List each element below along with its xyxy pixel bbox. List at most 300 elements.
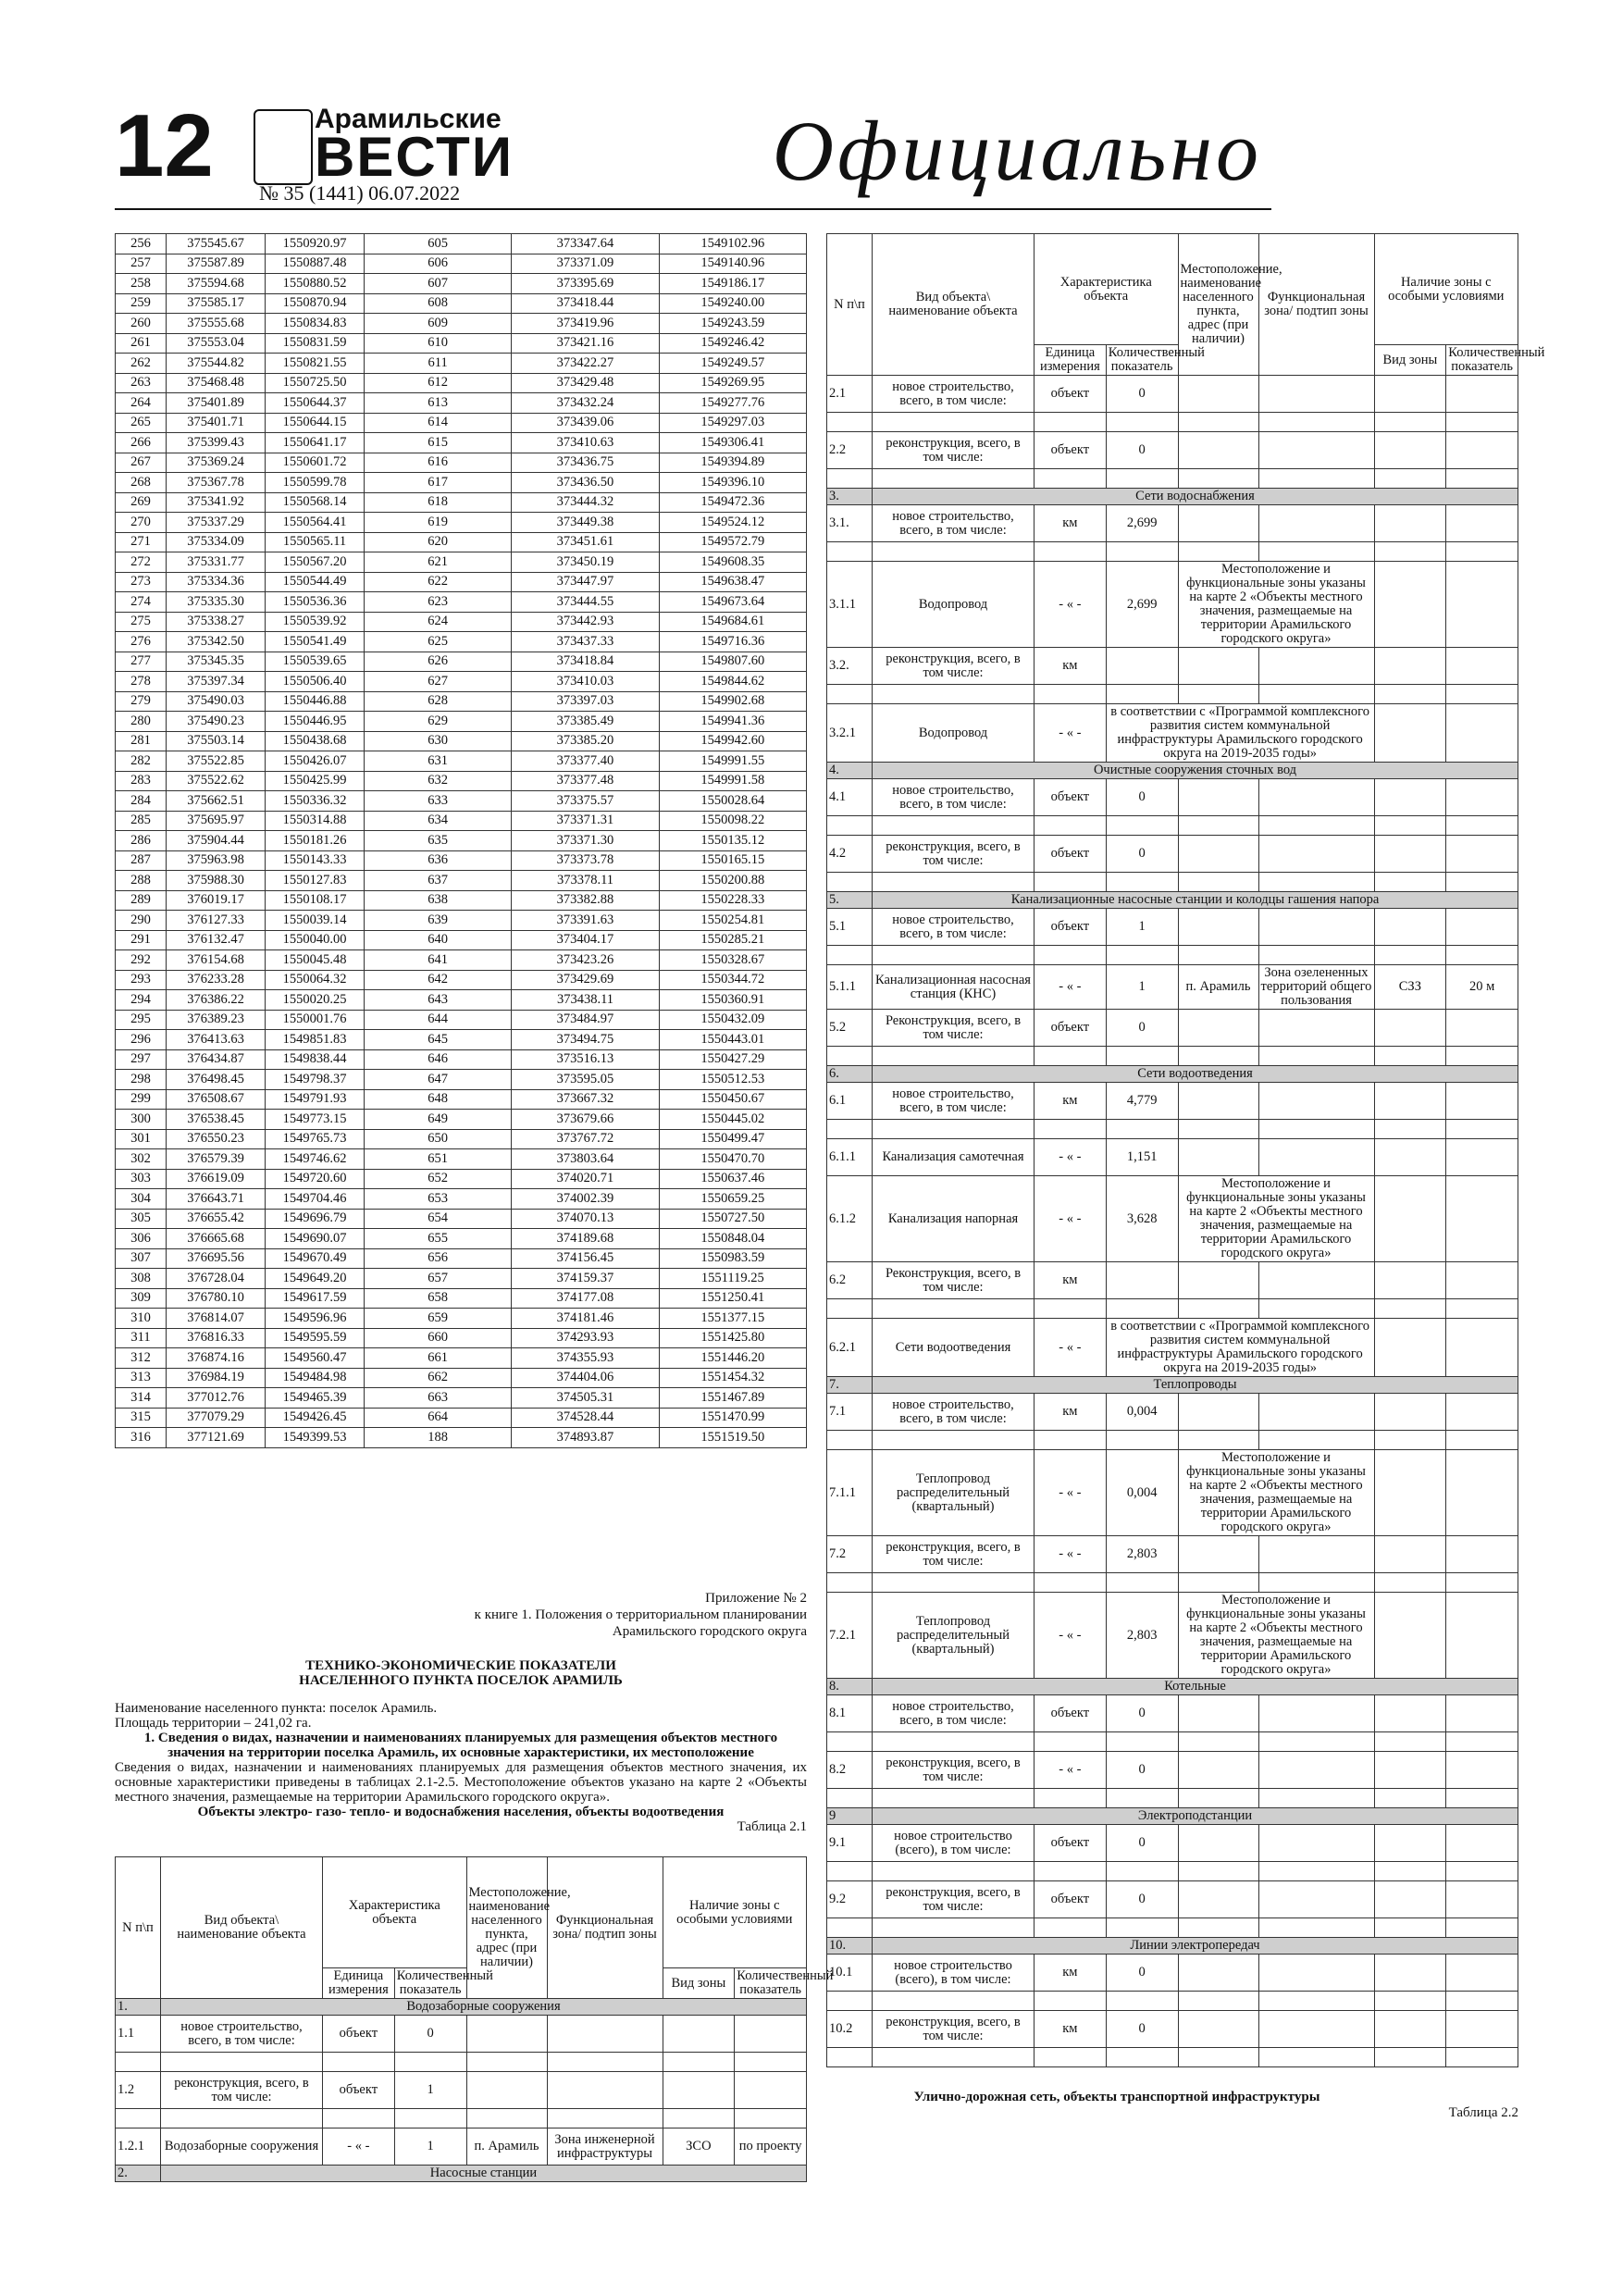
table-cell: 1549243.59 bbox=[659, 314, 806, 334]
table-cell bbox=[1446, 1732, 1518, 1752]
table-cell: 655 bbox=[365, 1229, 512, 1249]
table-cell: 1549240.00 bbox=[659, 293, 806, 314]
table-cell: 20 м bbox=[1446, 965, 1518, 1010]
tep-block bbox=[115, 1658, 807, 1834]
table-cell: 4.1 bbox=[827, 779, 873, 816]
table-cell bbox=[547, 2109, 663, 2128]
table-cell: 1549844.62 bbox=[659, 672, 806, 692]
table-cell: 2,803 bbox=[1106, 1593, 1178, 1679]
spacer-row bbox=[827, 1431, 1518, 1450]
table-cell: объект bbox=[323, 2016, 395, 2053]
table-cell: - « - bbox=[1035, 1176, 1107, 1262]
table-cell bbox=[1374, 1319, 1446, 1377]
table-cell bbox=[1106, 816, 1178, 836]
table-cell: 1549704.46 bbox=[266, 1189, 365, 1210]
table-cell: новое строительство, всего, в том числе: bbox=[873, 1083, 1035, 1120]
table-row bbox=[827, 1010, 1518, 1047]
table-cell: - « - bbox=[1035, 1450, 1107, 1536]
table-row bbox=[827, 432, 1518, 469]
table-row bbox=[116, 950, 807, 971]
table-cell bbox=[1258, 1573, 1374, 1593]
table-cell: 280 bbox=[116, 712, 167, 732]
table-cell bbox=[1178, 1732, 1258, 1752]
table-cell: 1549465.39 bbox=[266, 1388, 365, 1409]
table-cell: новое строительство, всего, в том числе: bbox=[161, 2016, 323, 2053]
table-cell: 629 bbox=[365, 712, 512, 732]
table-cell bbox=[1258, 946, 1374, 965]
table-row bbox=[827, 1752, 1518, 1789]
table-cell: 268 bbox=[116, 473, 167, 493]
table-cell bbox=[1258, 432, 1374, 469]
table-cell bbox=[1374, 1120, 1446, 1139]
table-cell: 7.2.1 bbox=[827, 1593, 873, 1679]
header-row bbox=[827, 234, 1518, 345]
table-cell: 658 bbox=[365, 1288, 512, 1309]
table-row bbox=[116, 532, 807, 552]
table-cell: 1549649.20 bbox=[266, 1269, 365, 1289]
table-cell: Функциональная зона/ подтип зоны bbox=[1258, 234, 1374, 376]
table-row bbox=[116, 1428, 807, 1448]
table-cell bbox=[1106, 873, 1178, 892]
table-cell: 1 bbox=[1106, 909, 1178, 946]
table-cell bbox=[873, 685, 1035, 704]
table-cell: 2,699 bbox=[1106, 562, 1178, 648]
table-cell: 1549991.58 bbox=[659, 771, 806, 791]
appendix-note bbox=[418, 1590, 807, 1640]
section-row bbox=[827, 1066, 1518, 1083]
table-cell: 373667.32 bbox=[512, 1089, 659, 1110]
table-cell: 311 bbox=[116, 1328, 167, 1348]
table-cell: 1549673.64 bbox=[659, 592, 806, 613]
table-row bbox=[827, 1262, 1518, 1299]
table-cell: 275 bbox=[116, 612, 167, 632]
table-cell bbox=[1178, 376, 1258, 413]
table-cell: 1551446.20 bbox=[659, 1348, 806, 1369]
table-cell: 375401.89 bbox=[167, 393, 266, 414]
table-cell: 286 bbox=[116, 831, 167, 851]
table-cell: 375545.67 bbox=[167, 234, 266, 254]
table-cell: 279 bbox=[116, 691, 167, 712]
table-cell: 282 bbox=[116, 751, 167, 772]
table-cell: 1550181.26 bbox=[266, 831, 365, 851]
tep-line-1: Наименование населенного пункта: поселок Арамиль. bbox=[115, 1701, 438, 1716]
table-cell: 373375.57 bbox=[512, 791, 659, 812]
table-cell: 1550108.17 bbox=[266, 890, 365, 911]
table-cell: 1549773.15 bbox=[266, 1110, 365, 1130]
table-cell: 1549396.10 bbox=[659, 473, 806, 493]
table-row bbox=[827, 779, 1518, 816]
table-cell: 1550314.88 bbox=[266, 811, 365, 831]
table-cell: 6.1.2 bbox=[827, 1176, 873, 1262]
table-cell: 641 bbox=[365, 950, 512, 971]
table-cell: 1550438.68 bbox=[266, 731, 365, 751]
table-row bbox=[116, 1189, 807, 1210]
table-cell: 1550920.97 bbox=[266, 234, 365, 254]
table-cell: Вид объекта\ наименование объекта bbox=[873, 234, 1035, 376]
table-cell bbox=[873, 2048, 1035, 2067]
table-cell: 376389.23 bbox=[167, 1010, 266, 1030]
table-cell: 613 bbox=[365, 393, 512, 414]
table-cell: 374893.87 bbox=[512, 1428, 659, 1448]
table-cell: 295 bbox=[116, 1010, 167, 1030]
table-cell: 650 bbox=[365, 1129, 512, 1149]
table-cell: 1549716.36 bbox=[659, 632, 806, 652]
table-cell: 376695.56 bbox=[167, 1248, 266, 1269]
table-cell: 1550725.50 bbox=[266, 373, 365, 393]
table-cell: 7.1 bbox=[827, 1394, 873, 1431]
table-cell bbox=[1374, 1394, 1446, 1431]
table-cell: 620 bbox=[365, 532, 512, 552]
table-cell bbox=[1374, 1083, 1446, 1120]
table-cell: км bbox=[1035, 1083, 1107, 1120]
spacer-row bbox=[827, 2048, 1518, 2067]
spacer-row bbox=[827, 873, 1518, 892]
table-cell: 6.1 bbox=[827, 1083, 873, 1120]
tep-line-2: Площадь территории – 241,02 га. bbox=[115, 1716, 312, 1731]
table-cell bbox=[161, 2053, 323, 2072]
table-cell: 3.2. bbox=[827, 648, 873, 685]
table-cell: Наличие зоны с особыми условиями bbox=[663, 1857, 807, 1968]
table-cell: Функциональная зона/ подтип зоны bbox=[547, 1857, 663, 1999]
table-cell bbox=[1178, 685, 1258, 704]
table-cell bbox=[1035, 469, 1107, 489]
table-cell: 1550127.83 bbox=[266, 871, 365, 891]
table-cell: 1549269.95 bbox=[659, 373, 806, 393]
table-cell: 1549617.59 bbox=[266, 1288, 365, 1309]
spacer-row bbox=[827, 542, 1518, 562]
table-cell bbox=[663, 2109, 735, 2128]
table-cell: 373404.17 bbox=[512, 930, 659, 950]
table-cell: новое строительство, всего, в том числе: bbox=[873, 1695, 1035, 1732]
table-cell bbox=[1446, 836, 1518, 873]
table-cell bbox=[827, 1573, 873, 1593]
table-cell: 1550821.55 bbox=[266, 354, 365, 374]
table-cell bbox=[1258, 1394, 1374, 1431]
table-cell: 1549560.47 bbox=[266, 1348, 365, 1369]
table-cell: 606 bbox=[365, 254, 512, 274]
table-cell bbox=[1258, 542, 1374, 562]
table-cell: 1550425.99 bbox=[266, 771, 365, 791]
table-cell: 376643.71 bbox=[167, 1189, 266, 1210]
table-cell: 293 bbox=[116, 970, 167, 990]
table-cell bbox=[1178, 1139, 1258, 1176]
section-row bbox=[827, 489, 1518, 505]
table-cell bbox=[1374, 704, 1446, 763]
table-cell: 1549684.61 bbox=[659, 612, 806, 632]
table-cell: Местоположение и функциональные зоны указаны на карте 2 «Объекты местного значения, размещаемые на территории Арамильского городского округа» bbox=[1178, 1450, 1374, 1536]
table-cell: 1550506.40 bbox=[266, 672, 365, 692]
table-cell: Теплопроводы bbox=[873, 1377, 1518, 1394]
table-cell: 373429.48 bbox=[512, 373, 659, 393]
table-cell: N п\п bbox=[116, 1857, 161, 1999]
table-cell: 615 bbox=[365, 433, 512, 453]
table-label: Таблица 2.1 bbox=[737, 1819, 807, 1834]
table-cell: 290 bbox=[116, 911, 167, 931]
table-cell: 2.1 bbox=[827, 376, 873, 413]
table-cell bbox=[1178, 1789, 1258, 1808]
spacer-row bbox=[827, 1732, 1518, 1752]
table-cell bbox=[1258, 1992, 1374, 2011]
table-cell: Количественный показатель bbox=[394, 1968, 466, 1999]
table-cell: Канализационные насосные станции и колодцы гашения напора bbox=[873, 892, 1518, 909]
table-cell: 376386.22 bbox=[167, 990, 266, 1011]
table-cell: объект bbox=[1035, 836, 1107, 873]
table-row bbox=[116, 911, 807, 931]
spacer-row bbox=[827, 946, 1518, 965]
table-cell bbox=[1178, 413, 1258, 432]
table-cell: 6. bbox=[827, 1066, 873, 1083]
table-cell bbox=[827, 873, 873, 892]
table-cell: 614 bbox=[365, 413, 512, 433]
table-row bbox=[116, 731, 807, 751]
table-cell bbox=[466, 2053, 547, 2072]
table-cell bbox=[873, 1918, 1035, 1938]
table-row bbox=[116, 1049, 807, 1070]
table-cell: 1550328.67 bbox=[659, 950, 806, 971]
spacer-row bbox=[827, 1862, 1518, 1881]
table-cell: Реконструкция, всего, в том числе: bbox=[873, 1010, 1035, 1047]
table-cell: 4.2 bbox=[827, 836, 873, 873]
table-cell: 1550360.91 bbox=[659, 990, 806, 1011]
table-cell: 276 bbox=[116, 632, 167, 652]
table-cell: 635 bbox=[365, 831, 512, 851]
table-cell bbox=[1446, 1139, 1518, 1176]
table-cell: 653 bbox=[365, 1189, 512, 1210]
table-cell: 5.2 bbox=[827, 1010, 873, 1047]
table-row bbox=[116, 1209, 807, 1229]
table-row bbox=[116, 354, 807, 374]
table-cell: 630 bbox=[365, 731, 512, 751]
table-cell: Количественный показатель bbox=[1446, 345, 1518, 376]
table-cell: 299 bbox=[116, 1089, 167, 1110]
table-cell: 373397.03 bbox=[512, 691, 659, 712]
spacer-row bbox=[827, 1047, 1518, 1066]
table-cell: Водопровод bbox=[873, 704, 1035, 763]
table-cell bbox=[1446, 1789, 1518, 1808]
table-cell: 1550983.59 bbox=[659, 1248, 806, 1269]
table-cell: - « - bbox=[1035, 1593, 1107, 1679]
table-cell: 1549638.47 bbox=[659, 572, 806, 592]
table-cell: 374293.93 bbox=[512, 1328, 659, 1348]
table-cell bbox=[116, 2053, 161, 2072]
section-row bbox=[827, 1808, 1518, 1825]
table-cell bbox=[1374, 1299, 1446, 1319]
table-cell: 1549902.68 bbox=[659, 691, 806, 712]
table-cell: Очистные сооружения сточных вод bbox=[873, 763, 1518, 779]
table-cell: 373444.32 bbox=[512, 492, 659, 513]
table-cell bbox=[873, 1120, 1035, 1139]
table-cell: 273 bbox=[116, 572, 167, 592]
table-row bbox=[116, 1309, 807, 1329]
table-cell: 5. bbox=[827, 892, 873, 909]
table-cell: км bbox=[1035, 1262, 1107, 1299]
table-cell: 373436.50 bbox=[512, 473, 659, 493]
table-cell: 0,004 bbox=[1106, 1394, 1178, 1431]
table-row bbox=[116, 850, 807, 871]
table-cell: 373494.75 bbox=[512, 1030, 659, 1050]
table-cell: 376984.19 bbox=[167, 1368, 266, 1388]
table-cell: 2. bbox=[116, 2166, 161, 2182]
table-row bbox=[116, 333, 807, 354]
table-row bbox=[116, 712, 807, 732]
table-cell: 375963.98 bbox=[167, 850, 266, 871]
table-cell bbox=[1035, 2048, 1107, 2067]
table-cell bbox=[873, 413, 1035, 432]
table-cell: 376508.67 bbox=[167, 1089, 266, 1110]
table-row bbox=[116, 1248, 807, 1269]
table-cell bbox=[1106, 1047, 1178, 1066]
table-cell: 267 bbox=[116, 453, 167, 473]
table-cell: 661 bbox=[365, 1348, 512, 1369]
table-cell bbox=[1374, 413, 1446, 432]
table-cell: 0 bbox=[1106, 1825, 1178, 1862]
table-cell: 375367.78 bbox=[167, 473, 266, 493]
table-cell bbox=[1374, 2048, 1446, 2067]
table-row bbox=[827, 2011, 1518, 2048]
table-row bbox=[116, 453, 807, 473]
table-cell bbox=[1374, 1789, 1446, 1808]
table-cell: Сети водоотведения bbox=[873, 1319, 1035, 1377]
table-cell bbox=[1374, 873, 1446, 892]
table-cell: 657 bbox=[365, 1269, 512, 1289]
table-cell: Местоположение и функциональные зоны указаны на карте 2 «Объекты местного значения, размещаемые на территории Арамильского городского округа» bbox=[1178, 1593, 1374, 1679]
spacer-row bbox=[827, 1992, 1518, 2011]
section-row bbox=[827, 892, 1518, 909]
table-cell: 270 bbox=[116, 513, 167, 533]
table-cell: 0 bbox=[1106, 1695, 1178, 1732]
table-cell: 1550834.83 bbox=[266, 314, 365, 334]
table-cell: 662 bbox=[365, 1368, 512, 1388]
table-row bbox=[827, 1394, 1518, 1431]
table-cell bbox=[1178, 542, 1258, 562]
table-cell: 1550039.14 bbox=[266, 911, 365, 931]
tep-heading: 1. Сведения о видах, назначении и наименованиях планируемых для размещения объектов местного значения на территории поселка Арамиль, их основные характеристики, их местоположение bbox=[143, 1731, 778, 1760]
table-cell: 1550040.00 bbox=[266, 930, 365, 950]
table-cell: реконструкция, всего, в том числе: bbox=[873, 1752, 1035, 1789]
table-cell: 375397.34 bbox=[167, 672, 266, 692]
table-cell: 373371.09 bbox=[512, 254, 659, 274]
section-row bbox=[116, 2166, 807, 2182]
spacer-row bbox=[827, 1918, 1518, 1938]
table-cell bbox=[1374, 1825, 1446, 1862]
table-cell bbox=[827, 1992, 873, 2011]
table-cell: 1550344.72 bbox=[659, 970, 806, 990]
table-cell: 1549991.55 bbox=[659, 751, 806, 772]
table-cell: ЗСО bbox=[663, 2128, 735, 2166]
table-cell: 375585.17 bbox=[167, 293, 266, 314]
table-cell: 5.1.1 bbox=[827, 965, 873, 1010]
section-title: Официально bbox=[772, 104, 1262, 198]
table-row bbox=[827, 1536, 1518, 1573]
table-cell bbox=[466, 2072, 547, 2109]
table-cell bbox=[873, 816, 1035, 836]
table-cell: 624 bbox=[365, 612, 512, 632]
table-cell bbox=[827, 946, 873, 965]
table-cell: 1550228.33 bbox=[659, 890, 806, 911]
table-cell bbox=[1178, 946, 1258, 965]
table-row bbox=[827, 1593, 1518, 1679]
table-cell: 1 bbox=[394, 2128, 466, 2166]
table-cell bbox=[1446, 1881, 1518, 1918]
table-cell: 1549595.59 bbox=[266, 1328, 365, 1348]
table-cell: 260 bbox=[116, 314, 167, 334]
table-cell bbox=[1446, 685, 1518, 704]
table-cell bbox=[1178, 1573, 1258, 1593]
table-cell: 1550254.81 bbox=[659, 911, 806, 931]
table-row bbox=[116, 373, 807, 393]
table-cell: 376019.17 bbox=[167, 890, 266, 911]
appendix-line: Приложение № 2 bbox=[705, 1591, 807, 1606]
table-cell: новое строительство, всего, в том числе: bbox=[873, 779, 1035, 816]
table-cell: 374181.46 bbox=[512, 1309, 659, 1329]
table-cell bbox=[1106, 1862, 1178, 1881]
table-cell: 1549798.37 bbox=[266, 1070, 365, 1090]
table-cell bbox=[827, 1732, 873, 1752]
table-cell: 1549186.17 bbox=[659, 274, 806, 294]
table-row bbox=[116, 691, 807, 712]
table-cell: 375695.97 bbox=[167, 811, 266, 831]
table-cell: 278 bbox=[116, 672, 167, 692]
table-cell bbox=[827, 1431, 873, 1450]
table-cell: 375904.44 bbox=[167, 831, 266, 851]
table-cell bbox=[1178, 1394, 1258, 1431]
table-cell: 8. bbox=[827, 1679, 873, 1695]
table-cell: 374189.68 bbox=[512, 1229, 659, 1249]
table-row bbox=[116, 1229, 807, 1249]
table-cell: 305 bbox=[116, 1209, 167, 1229]
table-cell: 373378.11 bbox=[512, 871, 659, 891]
table-cell bbox=[1106, 469, 1178, 489]
table-cell: 375334.36 bbox=[167, 572, 266, 592]
table-cell: 3. bbox=[827, 489, 873, 505]
table-cell bbox=[1446, 1262, 1518, 1299]
table-cell: 376816.33 bbox=[167, 1328, 266, 1348]
table-cell: 376579.39 bbox=[167, 1149, 266, 1170]
table-cell bbox=[1178, 836, 1258, 873]
table-row bbox=[827, 1955, 1518, 1992]
table-cell: Теплопровод распределительный (квартальный) bbox=[873, 1450, 1035, 1536]
table-cell: 619 bbox=[365, 513, 512, 533]
table-cell: 9 bbox=[827, 1808, 873, 1825]
table-cell: новое строительство (всего), в том числе: bbox=[873, 1955, 1035, 1992]
table-cell: 1.2 bbox=[116, 2072, 161, 2109]
table-cell bbox=[1258, 1120, 1374, 1139]
table-cell bbox=[1446, 376, 1518, 413]
table-cell: 375553.04 bbox=[167, 333, 266, 354]
table-cell: реконструкция, всего, в том числе: bbox=[873, 648, 1035, 685]
table-cell: реконструкция, всего, в том числе: bbox=[873, 2011, 1035, 2048]
table-cell bbox=[394, 2109, 466, 2128]
table-cell bbox=[1446, 1955, 1518, 1992]
table-cell: 1550848.04 bbox=[659, 1229, 806, 1249]
table-cell bbox=[1446, 1431, 1518, 1450]
table-cell: 622 bbox=[365, 572, 512, 592]
table-cell bbox=[1178, 648, 1258, 685]
caption-label: Таблица 2.2 bbox=[1448, 2105, 1518, 2120]
table-cell bbox=[1446, 1299, 1518, 1319]
table-cell bbox=[1374, 1881, 1446, 1918]
table-cell bbox=[1178, 1299, 1258, 1319]
table-cell: 1550446.88 bbox=[266, 691, 365, 712]
table-row bbox=[827, 1176, 1518, 1262]
table-cell: 623 bbox=[365, 592, 512, 613]
table-cell: 9.2 bbox=[827, 1881, 873, 1918]
table-cell: 315 bbox=[116, 1408, 167, 1428]
table-cell bbox=[1106, 1120, 1178, 1139]
table-row bbox=[827, 836, 1518, 873]
table-cell: 283 bbox=[116, 771, 167, 791]
table-cell: Характеристика объекта bbox=[323, 1857, 467, 1968]
